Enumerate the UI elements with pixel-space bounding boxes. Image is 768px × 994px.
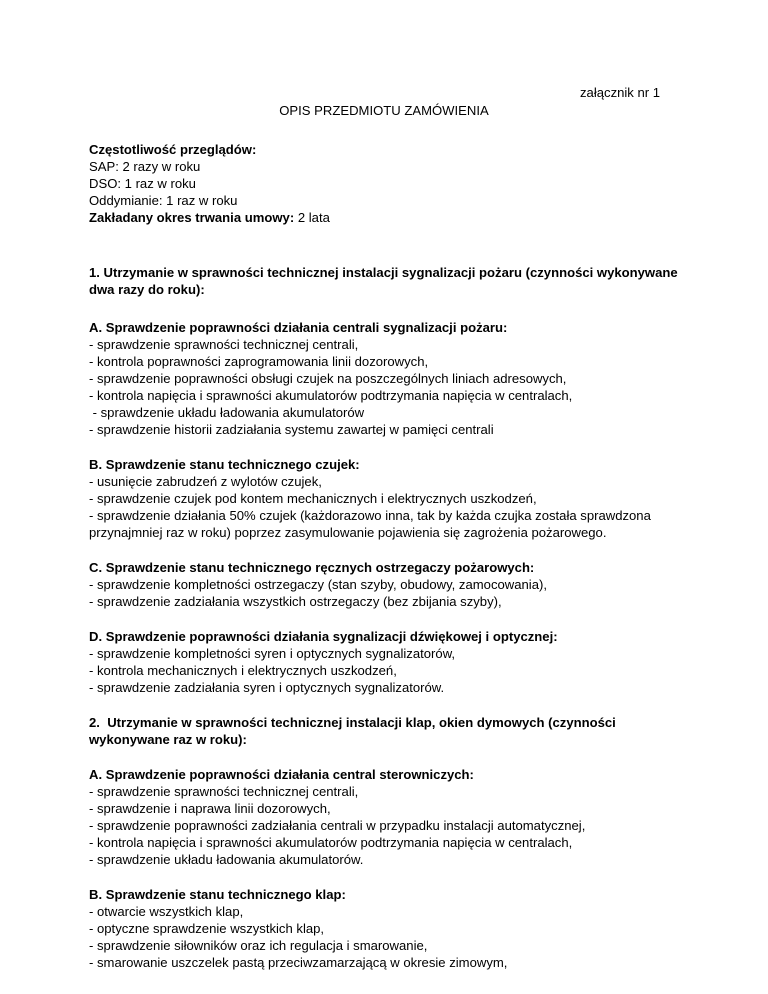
list-item: - sprawdzenie układu ładowania akumulatorów	[89, 405, 365, 420]
section-1b-heading: B. Sprawdzenie stanu technicznego czujek:	[89, 457, 360, 472]
list-item: - sprawdzenie układu ładowania akumulatorów.	[89, 852, 364, 867]
frequency-line: Oddymianie: 1 raz w roku	[89, 193, 238, 208]
document-title: OPIS PRZEDMIOTU ZAMÓWIENIA	[279, 103, 489, 118]
section-1c-heading: C. Sprawdzenie stanu technicznego ręcznych ostrzegaczy pożarowych:	[89, 560, 535, 575]
list-item: - sprawdzenie i naprawa linii dozorowych,	[89, 801, 331, 816]
frequency-line: DSO: 1 raz w roku	[89, 176, 196, 191]
contract-period	[89, 209, 681, 226]
list-item: - sprawdzenie zadziałania syren i optycznych sygnalizatorów.	[89, 680, 445, 695]
contract-value: 2 lata	[294, 210, 330, 225]
section-1d-heading: D. Sprawdzenie poprawności działania sygnalizacji dźwiękowej i optycznej:	[89, 629, 558, 644]
list-item: - otwarcie wszystkich klap,	[89, 904, 244, 919]
list-item: - sprawdzenie sprawności technicznej centrali,	[89, 784, 359, 799]
list-item: - sprawdzenie poprawności obsługi czujek na poszczególnych liniach adresowych,	[89, 371, 567, 386]
list-item: - sprawdzenie zadziałania wszystkich ostrzegaczy (bez zbijania szyby),	[89, 594, 502, 609]
frequency-line: SAP: 2 razy w roku	[89, 159, 201, 174]
list-item: przynajmniej raz w roku) poprzez zasymulowanie pojawienia się zagrożenia pożarowego.	[89, 525, 607, 540]
section-2a-heading: A. Sprawdzenie poprawności działania central sterowniczych:	[89, 767, 474, 782]
list-item: - sprawdzenie kompletności syren i optycznych sygnalizatorów,	[89, 646, 456, 661]
list-item: - sprawdzenie siłowników oraz ich regulacja i smarowanie,	[89, 938, 428, 953]
list-item: - sprawdzenie poprawności zadziałania centrali w przypadku instalacji automatycznej,	[89, 818, 586, 833]
section-2b-heading: B. Sprawdzenie stanu technicznego klap:	[89, 887, 346, 902]
list-item: - sprawdzenie historii zadziałania systemu zawartej w pamięci centrali	[89, 422, 494, 437]
list-item: - sprawdzenie kompletności ostrzegaczy (stan szyby, obudowy, zamocowania),	[89, 577, 547, 592]
list-item: - optyczne sprawdzenie wszystkich klap,	[89, 921, 325, 936]
section-1-heading: 1. Utrzymanie w sprawności technicznej instalacji sygnalizacji pożaru (czynności wykonywane	[89, 265, 678, 280]
list-item: - sprawdzenie czujek pod kontem mechanicznych i elektrycznych uszkodzeń,	[89, 491, 537, 506]
list-item: - kontrola poprawności zaprogramowania linii dozorowych,	[89, 354, 429, 369]
section-2-heading: 2. Utrzymanie w sprawności technicznej instalacji klap, okien dymowych (czynności	[89, 715, 616, 730]
contract-label: Zakładany okres trwania umowy:	[89, 210, 295, 225]
list-item: - kontrola mechanicznych i elektrycznych uszkodzeń,	[89, 663, 397, 678]
list-item: - usunięcie zabrudzeń z wylotów czujek,	[89, 474, 322, 489]
section-1a-heading: A. Sprawdzenie poprawności działania centrali sygnalizacji pożaru:	[89, 320, 508, 335]
list-item: - kontrola napięcia i sprawności akumulatorów podtrzymania napięcia w centralach,	[89, 388, 573, 403]
annex-label: załącznik nr 1	[580, 85, 661, 100]
list-item: - sprawdzenie sprawności technicznej centrali,	[89, 337, 359, 352]
list-item: - kontrola napięcia i sprawności akumulatorów podtrzymania napięcia w centralach,	[89, 835, 573, 850]
list-item: - sprawdzenie działania 50% czujek (każdorazowo inna, tak by każda czujka została sprawdzona	[89, 508, 651, 523]
section-1-heading-cont: dwa razy do roku):	[89, 282, 205, 297]
frequency-heading: Częstotliwość przeglądów:	[89, 142, 257, 157]
section-2-heading-cont: wykonywane raz w roku):	[89, 732, 247, 747]
list-item: - smarowanie uszczelek pastą przeciwzamarzającą w okresie zimowym,	[89, 955, 508, 970]
document-body	[89, 141, 681, 971]
